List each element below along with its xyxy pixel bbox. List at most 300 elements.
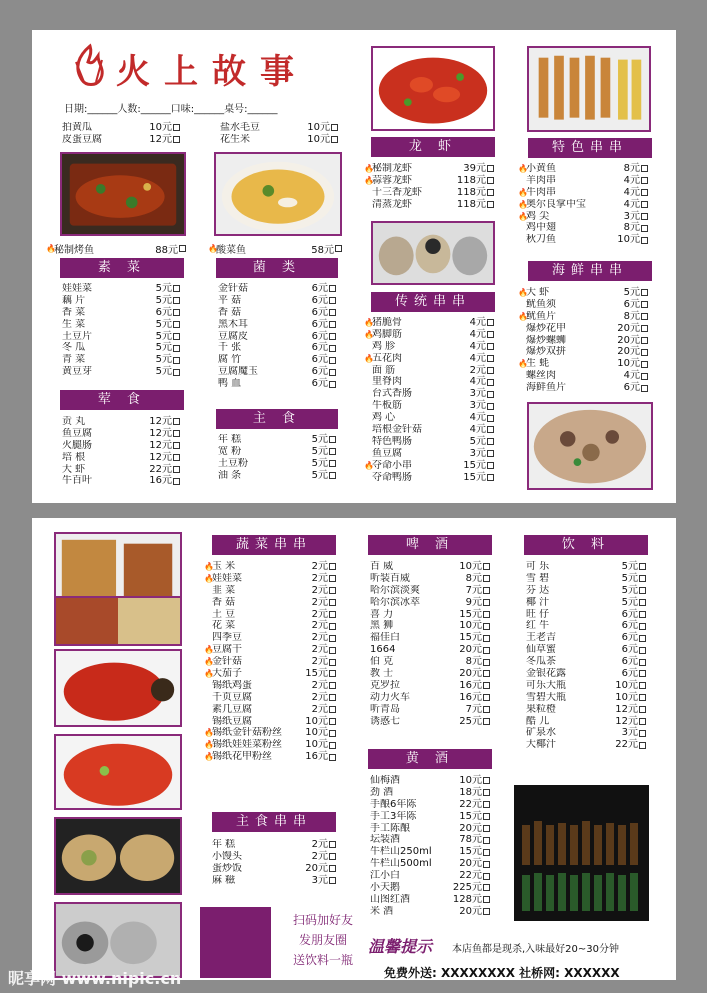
checkbox[interactable] [173, 442, 180, 449]
skewer-photo [527, 46, 651, 132]
item-name: 爆炒双拼 [526, 346, 566, 358]
checkbox[interactable] [641, 361, 648, 368]
menu-row [204, 632, 336, 644]
menu-row [370, 620, 490, 632]
checkbox[interactable] [639, 718, 646, 725]
checkbox[interactable] [487, 438, 494, 445]
menu-row [62, 475, 180, 487]
menu-row [518, 287, 648, 299]
hot-icon: 🔥 [518, 311, 528, 321]
checkbox[interactable] [639, 694, 646, 701]
drinks-section-title: 饮 料 [524, 535, 648, 555]
item-name: 哈尔滨冰萃 [370, 596, 420, 608]
menu-row [218, 458, 336, 470]
checkbox[interactable] [487, 450, 494, 457]
item-name: 奥尔良掌中宝 [526, 198, 586, 210]
checkbox[interactable] [329, 853, 336, 860]
menu-row [526, 561, 646, 573]
item-name: 芬 达 [526, 584, 550, 596]
checkbox[interactable] [173, 345, 180, 352]
item-price: 118元 [456, 198, 486, 210]
item-price: 5元 [155, 342, 172, 354]
mushroom-list [218, 283, 336, 390]
item-name: 鱼豆腐 [62, 427, 92, 439]
mixed-dishes-photo [54, 596, 182, 646]
snail-photo [527, 402, 653, 490]
checkbox[interactable] [329, 333, 336, 340]
checkbox[interactable] [641, 237, 648, 244]
veg-skewer-section-title: 蔬菜串串 [212, 535, 336, 555]
menu-row [526, 644, 646, 656]
item-price: 6元 [311, 366, 328, 378]
hot-icon: 🔥 [204, 728, 214, 738]
item-name: 特色鸭肠 [372, 435, 412, 447]
checkbox[interactable] [641, 349, 648, 356]
checkbox[interactable] [483, 670, 490, 677]
delivery-info: 免费外送: XXXXXXXX 社桥网: XXXXXX [384, 966, 620, 980]
menu-row [370, 704, 490, 716]
checkbox[interactable] [329, 659, 336, 666]
item-price: 5元 [311, 434, 328, 445]
item-price: 15元 [459, 810, 482, 822]
item-price: 6元 [623, 382, 640, 394]
checkbox[interactable] [487, 177, 494, 184]
checkbox[interactable] [173, 297, 180, 304]
checkbox[interactable] [173, 466, 180, 473]
item-price: 10元 [305, 715, 328, 727]
menu-row [518, 323, 648, 335]
checkbox[interactable] [487, 403, 494, 410]
checkbox[interactable] [329, 635, 336, 642]
checkbox[interactable] [329, 623, 336, 630]
checkbox[interactable] [483, 682, 490, 689]
item-name: 仙草蜜 [526, 644, 556, 656]
menu-row [218, 446, 336, 458]
checkbox[interactable] [487, 415, 494, 422]
checkbox[interactable] [487, 379, 494, 386]
item-name: 羊肉串 [526, 174, 556, 186]
item-name: 鸭 血 [218, 378, 242, 390]
item-price: 10元 [149, 122, 172, 133]
item-price: 5元 [621, 572, 638, 584]
crayfish-plate-photo [54, 649, 182, 727]
checkbox[interactable] [639, 682, 646, 689]
top-menu-sheet [32, 30, 676, 503]
item-price: 20元 [459, 822, 482, 834]
checkbox[interactable] [641, 225, 648, 232]
item-name: 手酿6年陈 [370, 798, 417, 810]
item-name: 素几豆腐 [212, 703, 252, 715]
menu-row [364, 412, 494, 424]
checkbox[interactable] [329, 575, 336, 582]
item-price: 15元 [463, 459, 486, 471]
checkbox[interactable] [329, 472, 336, 479]
item-name: 牛板筋 [372, 400, 402, 412]
menu-row [218, 331, 336, 343]
checkbox[interactable] [483, 563, 490, 570]
staple-section-title: 主 食 [216, 409, 338, 429]
item-price: 5元 [155, 354, 172, 366]
menu-row [518, 199, 648, 211]
item-name: 宽 粉 [218, 445, 242, 457]
checkbox[interactable] [329, 436, 336, 443]
checkbox[interactable] [483, 706, 490, 713]
checkbox[interactable] [329, 706, 336, 713]
checkbox[interactable] [639, 575, 646, 582]
menu-row [364, 448, 494, 460]
item-price: 4元 [469, 412, 486, 424]
staple-list [218, 434, 336, 482]
checkbox[interactable] [487, 331, 494, 338]
checkbox[interactable] [329, 460, 336, 467]
item-name: 生 菜 [62, 318, 86, 330]
checkbox[interactable] [483, 635, 490, 642]
item-price: 6元 [621, 668, 638, 680]
item-price: 18元 [459, 786, 482, 798]
menu-row [364, 388, 494, 400]
veg-section-title: 素 菜 [60, 258, 184, 278]
checkbox[interactable] [483, 908, 490, 915]
menu-row [204, 656, 336, 668]
item-name: 豆腐魔玉 [218, 366, 258, 378]
checkbox[interactable] [329, 877, 336, 884]
item-price: 4元 [469, 424, 486, 436]
checkbox[interactable] [483, 694, 490, 701]
special-list [518, 163, 648, 246]
checkbox[interactable] [173, 478, 180, 485]
menu-row [370, 906, 490, 918]
beer-section-title: 啤 酒 [368, 535, 492, 555]
menu-row [204, 751, 336, 763]
item-name: 鱼豆腐 [372, 447, 402, 459]
checkbox[interactable] [329, 285, 336, 292]
checkbox[interactable] [329, 742, 336, 749]
meat-list [62, 416, 180, 487]
item-price: 12元 [615, 715, 638, 727]
menu-row [212, 863, 336, 875]
checkbox[interactable] [641, 213, 648, 220]
menu-row [62, 307, 180, 319]
checkbox[interactable] [639, 587, 646, 594]
checkbox[interactable] [641, 301, 648, 308]
checkbox[interactable] [483, 861, 490, 868]
checkbox[interactable] [641, 313, 648, 320]
item-price: 6元 [311, 283, 328, 294]
item-name: 矿泉水 [526, 727, 556, 739]
checkbox[interactable] [329, 611, 336, 618]
hot-icon: 🔥 [364, 175, 374, 185]
checkbox[interactable] [487, 426, 494, 433]
checkbox[interactable] [487, 462, 494, 469]
staple-skewer-section-title: 主食串串 [212, 812, 336, 832]
item-price: 6元 [621, 632, 638, 644]
checkbox[interactable] [487, 391, 494, 398]
checkbox[interactable] [641, 289, 648, 296]
checkbox[interactable] [329, 297, 336, 304]
item-name: 椰 汁 [526, 596, 550, 608]
item-name: 十三香龙虾 [372, 186, 422, 198]
checkbox[interactable] [329, 599, 336, 606]
checkbox[interactable] [173, 430, 180, 437]
checkbox[interactable] [329, 682, 336, 689]
checkbox[interactable] [639, 706, 646, 713]
item-price: 7元 [465, 584, 482, 596]
checkbox[interactable] [483, 611, 490, 618]
checkbox[interactable] [641, 165, 648, 172]
checkbox[interactable] [639, 611, 646, 618]
checkbox[interactable] [641, 189, 648, 196]
checkbox[interactable] [483, 884, 490, 891]
item-name: 小馒头 [212, 850, 242, 862]
menu-row [364, 163, 494, 175]
checkbox[interactable] [329, 587, 336, 594]
item-name: 听装百威 [370, 572, 410, 584]
checkbox[interactable] [329, 694, 336, 701]
menu-row [518, 335, 648, 347]
checkbox[interactable] [173, 454, 180, 461]
checkbox[interactable] [335, 245, 342, 252]
menu-row [212, 851, 336, 863]
checkbox[interactable] [329, 841, 336, 848]
checkbox[interactable] [329, 754, 336, 761]
item-price: 2元 [311, 584, 328, 596]
sour-fish-photo [214, 152, 342, 236]
checkbox[interactable] [641, 177, 648, 184]
item-price: 6元 [311, 354, 328, 366]
item-name: 诱惑七 [370, 715, 400, 727]
checkbox[interactable] [641, 385, 648, 392]
item-price: 20元 [459, 644, 482, 656]
menu-row [370, 680, 490, 692]
item-name: 鸡脚筋 [372, 328, 402, 340]
checkbox[interactable] [329, 381, 336, 388]
item-name: 大 虾 [526, 287, 550, 298]
menu-row [212, 875, 336, 887]
checkbox[interactable] [173, 369, 180, 376]
checkbox[interactable] [329, 321, 336, 328]
menu-row [370, 834, 490, 846]
item-name: 黑 狮 [370, 620, 394, 632]
item-name: 大茄子 [212, 668, 242, 680]
item-price: 4元 [623, 186, 640, 198]
item-price: 2元 [311, 632, 328, 644]
checkbox[interactable] [173, 124, 180, 131]
checkbox[interactable] [329, 563, 336, 570]
checkbox[interactable] [487, 165, 494, 172]
menu-row [62, 416, 180, 428]
fish1-row [46, 241, 186, 256]
item-name: 牛肉串 [526, 186, 556, 198]
checkbox[interactable] [179, 245, 186, 252]
item-name: 千 张 [218, 342, 242, 354]
checkbox[interactable] [173, 321, 180, 328]
checkbox[interactable] [487, 201, 494, 208]
checkbox[interactable] [487, 319, 494, 326]
item-price: 4元 [623, 370, 640, 382]
item-price: 2元 [311, 656, 328, 668]
item-price: 10元 [307, 122, 330, 133]
checkbox[interactable] [639, 599, 646, 606]
item-price: 2元 [311, 679, 328, 691]
checkbox[interactable] [483, 801, 490, 808]
checkbox[interactable] [483, 718, 490, 725]
item-price: 16元 [459, 691, 482, 703]
checkbox[interactable] [487, 474, 494, 481]
logo [68, 42, 328, 90]
item-price: 9元 [465, 596, 482, 608]
checkbox[interactable] [483, 849, 490, 856]
checkbox[interactable] [173, 333, 180, 340]
menu-row [518, 222, 648, 234]
menu-row [218, 295, 336, 307]
menu-row [370, 858, 490, 870]
checkbox[interactable] [329, 345, 336, 352]
checkbox[interactable] [329, 730, 336, 737]
menu-row [204, 609, 336, 621]
item-price: 5元 [621, 561, 638, 572]
checkbox[interactable] [483, 813, 490, 820]
checkbox[interactable] [487, 343, 494, 350]
menu-row [204, 620, 336, 632]
checkbox[interactable] [483, 659, 490, 666]
checkbox[interactable] [487, 189, 494, 196]
item-price: 5元 [155, 283, 172, 294]
item-name: 动力火车 [370, 691, 410, 703]
checkbox[interactable] [483, 789, 490, 796]
item-name: 四季豆 [212, 632, 242, 644]
item-price: 3元 [311, 874, 328, 886]
menu-row [62, 331, 180, 343]
item-price: 2元 [311, 850, 328, 862]
checkbox[interactable] [483, 873, 490, 880]
item-name: 黑木耳 [218, 318, 248, 330]
watermark: 昵享网 www.nipic.cn [8, 969, 182, 988]
checkbox[interactable] [331, 124, 338, 131]
checkbox[interactable] [483, 777, 490, 784]
checkbox[interactable] [641, 337, 648, 344]
menu-row [518, 370, 648, 382]
checkbox[interactable] [483, 647, 490, 654]
checkbox[interactable] [639, 659, 646, 666]
item-name: 猪脆骨 [372, 317, 402, 328]
item-name: 福佳白 [370, 632, 400, 644]
checkbox[interactable] [483, 825, 490, 832]
item-price: 6元 [311, 342, 328, 354]
checkbox[interactable] [173, 136, 180, 143]
item-name: 秋刀鱼 [526, 234, 556, 246]
checkbox[interactable] [487, 367, 494, 374]
checkbox[interactable] [483, 896, 490, 903]
item-price: 2元 [311, 596, 328, 608]
item-name: 大 虾 [62, 463, 86, 475]
hot-icon: 🔥 [364, 318, 374, 327]
checkbox[interactable] [483, 599, 490, 606]
checkbox[interactable] [639, 742, 646, 749]
checkbox[interactable] [173, 285, 180, 292]
menu-row [364, 400, 494, 412]
menu-row [218, 342, 336, 354]
menu-row [62, 319, 180, 331]
menu-row [370, 870, 490, 882]
item-price: 5元 [621, 596, 638, 608]
checkbox[interactable] [641, 325, 648, 332]
checkbox[interactable] [329, 448, 336, 455]
checkbox[interactable] [639, 670, 646, 677]
menu-row [204, 680, 336, 692]
checkbox[interactable] [483, 575, 490, 582]
item-price: 20元 [459, 668, 482, 680]
item-price: 10元 [459, 775, 482, 786]
starters2-list [220, 122, 338, 146]
qr-code-placeholder[interactable] [200, 907, 271, 978]
item-price: 6元 [311, 318, 328, 330]
hot-icon: 🔥 [518, 164, 528, 173]
checkbox[interactable] [329, 647, 336, 654]
checkbox[interactable] [173, 357, 180, 364]
item-name: 小天鹅 [370, 882, 400, 894]
checkbox[interactable] [483, 837, 490, 844]
checkbox[interactable] [639, 647, 646, 654]
hot-icon: 🔥 [204, 740, 214, 750]
item-name: 金针菇 [212, 656, 242, 668]
item-price: 20元 [459, 858, 482, 870]
drinks-list [526, 561, 646, 751]
item-name: 可 乐 [526, 561, 550, 572]
checkbox[interactable] [483, 587, 490, 594]
menu-row [370, 692, 490, 704]
checkbox[interactable] [331, 136, 338, 143]
checkbox[interactable] [483, 623, 490, 630]
checkbox[interactable] [329, 670, 336, 677]
item-price: 6元 [311, 306, 328, 318]
checkbox[interactable] [641, 201, 648, 208]
checkbox[interactable] [639, 563, 646, 570]
item-name: 盐水毛豆 [220, 122, 260, 133]
item-price: 10元 [615, 691, 638, 703]
item-name: 锡纸金针菇粉丝 [212, 727, 282, 739]
menu-row [518, 163, 648, 175]
menu-row [370, 775, 490, 787]
checkbox[interactable] [329, 369, 336, 376]
item-name: 海鲜鱼片 [526, 382, 566, 394]
menu-row [62, 354, 180, 366]
item-name: 腐 竹 [218, 354, 242, 366]
checkbox[interactable] [329, 309, 336, 316]
checkbox[interactable] [639, 623, 646, 630]
menu-row [526, 716, 646, 728]
checkbox[interactable] [641, 373, 648, 380]
item-name: 王老吉 [526, 632, 556, 644]
menu-row [204, 692, 336, 704]
menu-row [370, 811, 490, 823]
menu-row [526, 573, 646, 585]
item-price: 5元 [155, 318, 172, 330]
menu-row [62, 428, 180, 440]
checkbox[interactable] [329, 865, 336, 872]
menu-row [218, 378, 336, 390]
item-price: 20元 [305, 862, 328, 874]
checkbox[interactable] [173, 309, 180, 316]
checkbox[interactable] [487, 355, 494, 362]
item-price: 5元 [311, 469, 328, 481]
checkbox[interactable] [639, 635, 646, 642]
checkbox[interactable] [173, 418, 180, 425]
menu-row [204, 716, 336, 728]
checkbox[interactable] [639, 730, 646, 737]
menu-row [62, 464, 180, 476]
checkbox[interactable] [329, 718, 336, 725]
checkbox[interactable] [329, 357, 336, 364]
